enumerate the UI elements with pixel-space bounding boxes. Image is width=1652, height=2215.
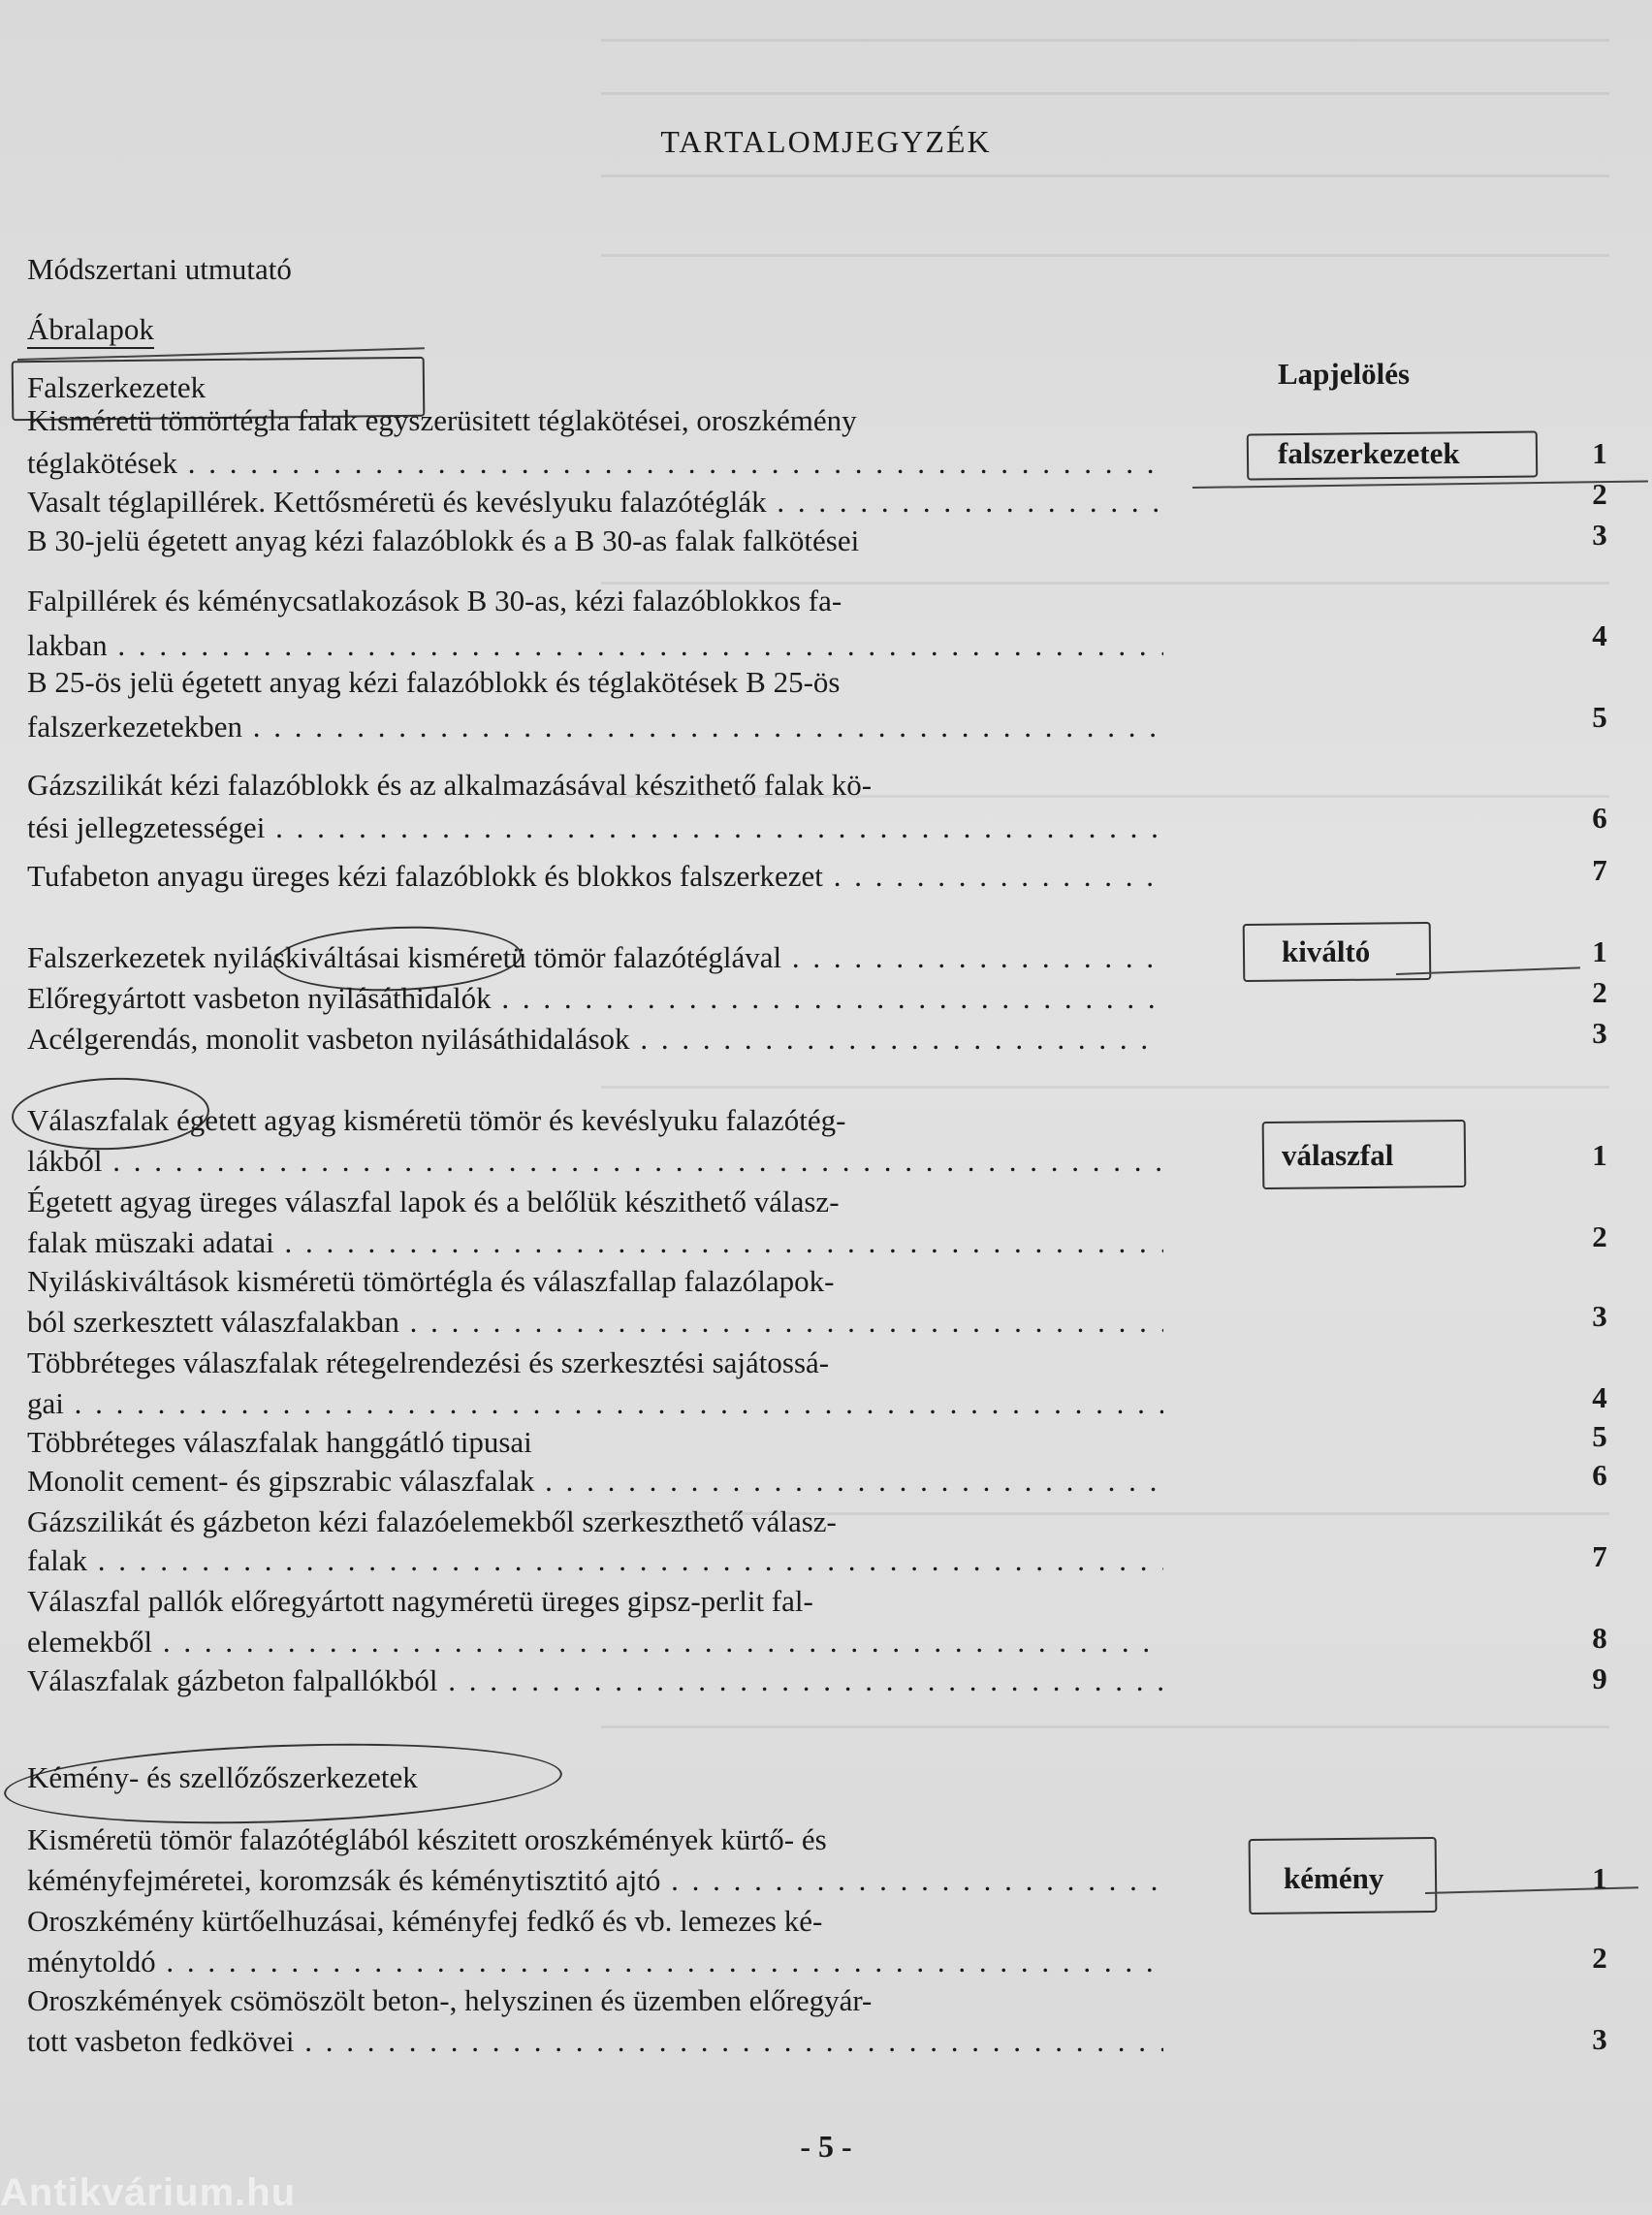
page-title: TARTALOMJEGYZÉK	[660, 124, 992, 159]
toc-entry-line: Oroszkémény kürtőelhuzásai, kéményfej fedkő és vb. lemezes ké-	[27, 1904, 823, 1938]
toc-entry-line: Falszerkezetek nyiláskiváltásai kisméretü tömör falazótéglával . . .	[27, 938, 1163, 977]
toc-entry-line: Monolit cement- és gipszrabic válaszfalak . . .	[27, 1462, 1163, 1501]
toc-entry-line: falak müszaki adatai . . .	[27, 1223, 1163, 1262]
toc-entry-line: B 30-jelü égetett anyag kézi falazóblokk és a B 30-as falak falkötései	[27, 523, 860, 557]
page-number-2: 2	[1592, 1941, 1607, 1975]
figures-heading: Ábralapok	[27, 310, 154, 349]
toc-entry-line: Válaszfalak égetett agyag kisméretü tömör és kevéslyuku falazótég-	[27, 1103, 846, 1137]
section-heading-kemeny: Kémény- és szellőzőszerkezetek	[27, 1760, 418, 1794]
toc-entry-line: Tufabeton anyagu üreges kézi falazóblokk és blokkos falszerkezet . . .	[27, 857, 1163, 896]
page-number-2: 2	[1592, 1219, 1607, 1253]
toc-entry-line: tési jellegzetességei . . .	[27, 808, 1163, 847]
toc-entry-line: Acélgerendás, monolit vasbeton nyilásáthidalások . . .	[27, 1020, 1163, 1059]
page-number-3: 3	[1592, 2022, 1607, 2056]
page-number-7: 7	[1592, 853, 1607, 887]
toc-entry-line: falak . . .	[27, 1541, 1163, 1580]
page-number-2: 2	[1592, 477, 1607, 511]
toc-entry-line: gai . . .	[27, 1384, 1163, 1423]
methodology-heading: Módszertani utmutató	[27, 252, 292, 286]
page-number-1: 1	[1592, 436, 1607, 470]
toc-entry-line: Többréteges válaszfalak rétegelrendezési és szerkesztési sajátossá-	[27, 1345, 830, 1379]
page-number-8: 8	[1592, 1621, 1607, 1655]
toc-entry-line: Gázszilikát kézi falazóblokk és az alkalmazásával készithető falak kö-	[27, 768, 873, 802]
bleed-through-line	[601, 92, 1609, 95]
page-number-2: 2	[1592, 975, 1607, 1009]
toc-entry-line: Kisméretü tömörtégla falak egyszerüsitett téglakötései, oroszkémény	[27, 403, 857, 437]
toc-entry-line: Nyiláskiváltások kisméretü tömörtégla és válaszfallap falazólapok-	[27, 1264, 835, 1298]
bleed-through-line	[601, 1725, 1609, 1728]
bleed-through-line	[601, 39, 1609, 42]
page-number-5: 5	[1592, 1419, 1607, 1453]
page-number-3: 3	[1592, 518, 1607, 552]
page-number-6: 6	[1592, 1458, 1607, 1492]
bleed-through-line	[601, 174, 1609, 177]
toc-entry-line: falszerkezetekben . . .	[27, 708, 1163, 746]
toc-entry-line: Gázszilikát és gázbeton kézi falazóelemekből szerkeszthető válasz-	[27, 1504, 837, 1538]
page-number-3: 3	[1592, 1299, 1607, 1333]
page-number-3: 3	[1592, 1016, 1607, 1050]
designation-falszerkezetek: falszerkezetek	[1278, 436, 1460, 470]
page-number-9: 9	[1592, 1661, 1607, 1695]
page-number-1: 1	[1592, 1861, 1607, 1895]
toc-entry-line: Válaszfalak gázbeton falpallókból . . .	[27, 1661, 1163, 1700]
toc-entry-line: elemekből . . .	[27, 1623, 1163, 1661]
toc-entry-line: lákból . . .	[27, 1142, 1163, 1181]
toc-entry-line: Oroszkémények csömöszölt beton-, helyszinen és üzemben előregyár-	[27, 1983, 873, 2017]
designation-kivalto: kiváltó	[1282, 934, 1371, 968]
toc-entry-line: ból szerkesztett válaszfalakban . . .	[27, 1303, 1163, 1342]
toc-entry-line: Előregyártott vasbeton nyilásáthidalók . . .	[27, 979, 1163, 1018]
toc-entry-line: Válaszfal pallók előregyártott nagyméretü üreges gipsz-perlit fal-	[27, 1584, 813, 1618]
page-number: - 5 -	[800, 2129, 852, 2164]
toc-entry-line: téglakötések . . .	[27, 444, 1163, 483]
page-number-6: 6	[1592, 801, 1607, 835]
bleed-through-line	[601, 254, 1609, 257]
toc-entry-line: Kisméretü tömör falazótéglából készitett oroszkémények kürtő- és	[27, 1822, 827, 1856]
toc-entry-line: lakban . . .	[27, 626, 1163, 665]
toc-entry-line: Többréteges válaszfalak hanggátló tipusai	[27, 1425, 532, 1459]
watermark: Antikvárium.hu	[0, 2171, 297, 2214]
toc-entry-line: tott vasbeton fedkövei . . .	[27, 2022, 1163, 2061]
toc-entry-line: Vasalt téglapillérek. Kettősméretü és kevéslyuku falazótéglák . . .	[27, 483, 1163, 522]
section-heading-falszerkezetek: Falszerkezetek	[27, 370, 206, 404]
page-designation-header: Lapjelölés	[1278, 357, 1411, 391]
page-number-4: 4	[1592, 618, 1607, 652]
page-number-1: 1	[1592, 1138, 1607, 1172]
designation-valaszfal: válaszfal	[1282, 1138, 1394, 1172]
toc-entry-line: Égetett agyag üreges válaszfal lapok és a belőlük készithető válasz-	[27, 1185, 840, 1218]
page-number-5: 5	[1592, 700, 1607, 734]
toc-entry-line: Falpillérek és kéménycsatlakozások B 30-as, kézi falazóblokkos fa-	[27, 584, 842, 617]
toc-entry-line: B 25-ös jelü égetett anyag kézi falazóblokk és téglakötések B 25-ös	[27, 665, 841, 699]
page-number-1: 1	[1592, 934, 1607, 968]
page-number-4: 4	[1592, 1380, 1607, 1414]
bleed-through-line	[601, 1086, 1609, 1089]
designation-kemeny: kémény	[1284, 1861, 1384, 1895]
toc-entry-line: kéményfejméretei, koromzsák és kéménytisztitó ajtó . . .	[27, 1861, 1163, 1900]
page-number-7: 7	[1592, 1539, 1607, 1573]
toc-entry-line: ménytoldó . . .	[27, 1943, 1163, 1981]
